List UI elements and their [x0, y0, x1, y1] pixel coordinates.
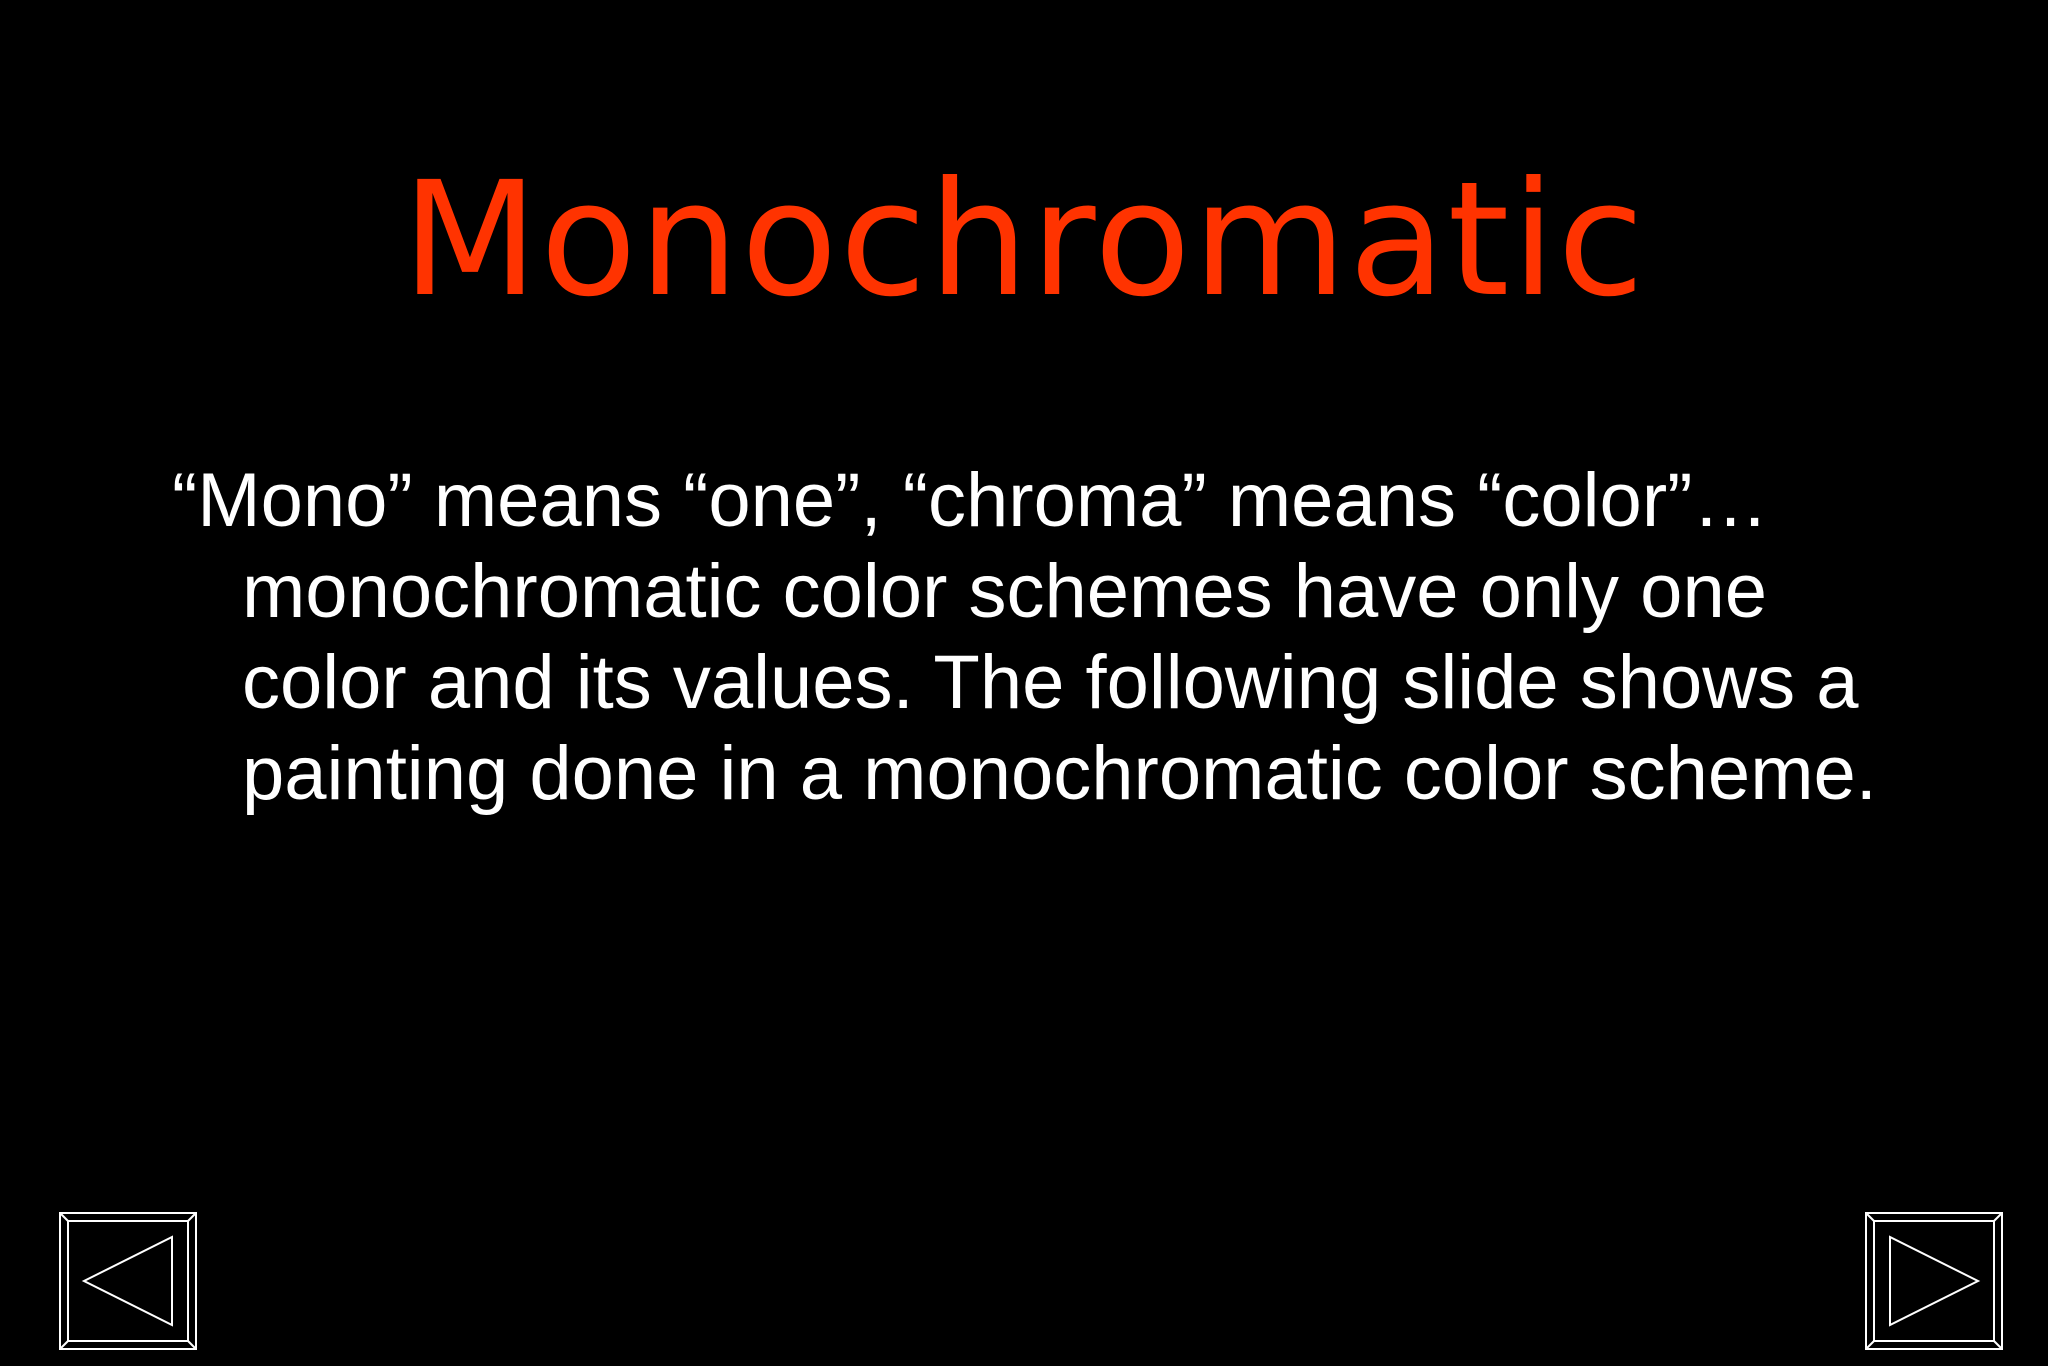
next-slide-button[interactable]: [1864, 1211, 2004, 1351]
triangle-right-icon: [1864, 1211, 2004, 1351]
slide-body-text: “Mono” means “one”, “chroma” means “color”… monochromatic color schemes have only one color and its values. The following slide shows a painting done in a monochromatic color scheme.: [172, 458, 1877, 816]
triangle-left-icon: [58, 1211, 198, 1351]
slide-title: Monochromatic: [401, 148, 1647, 332]
previous-slide-button[interactable]: [58, 1211, 198, 1351]
